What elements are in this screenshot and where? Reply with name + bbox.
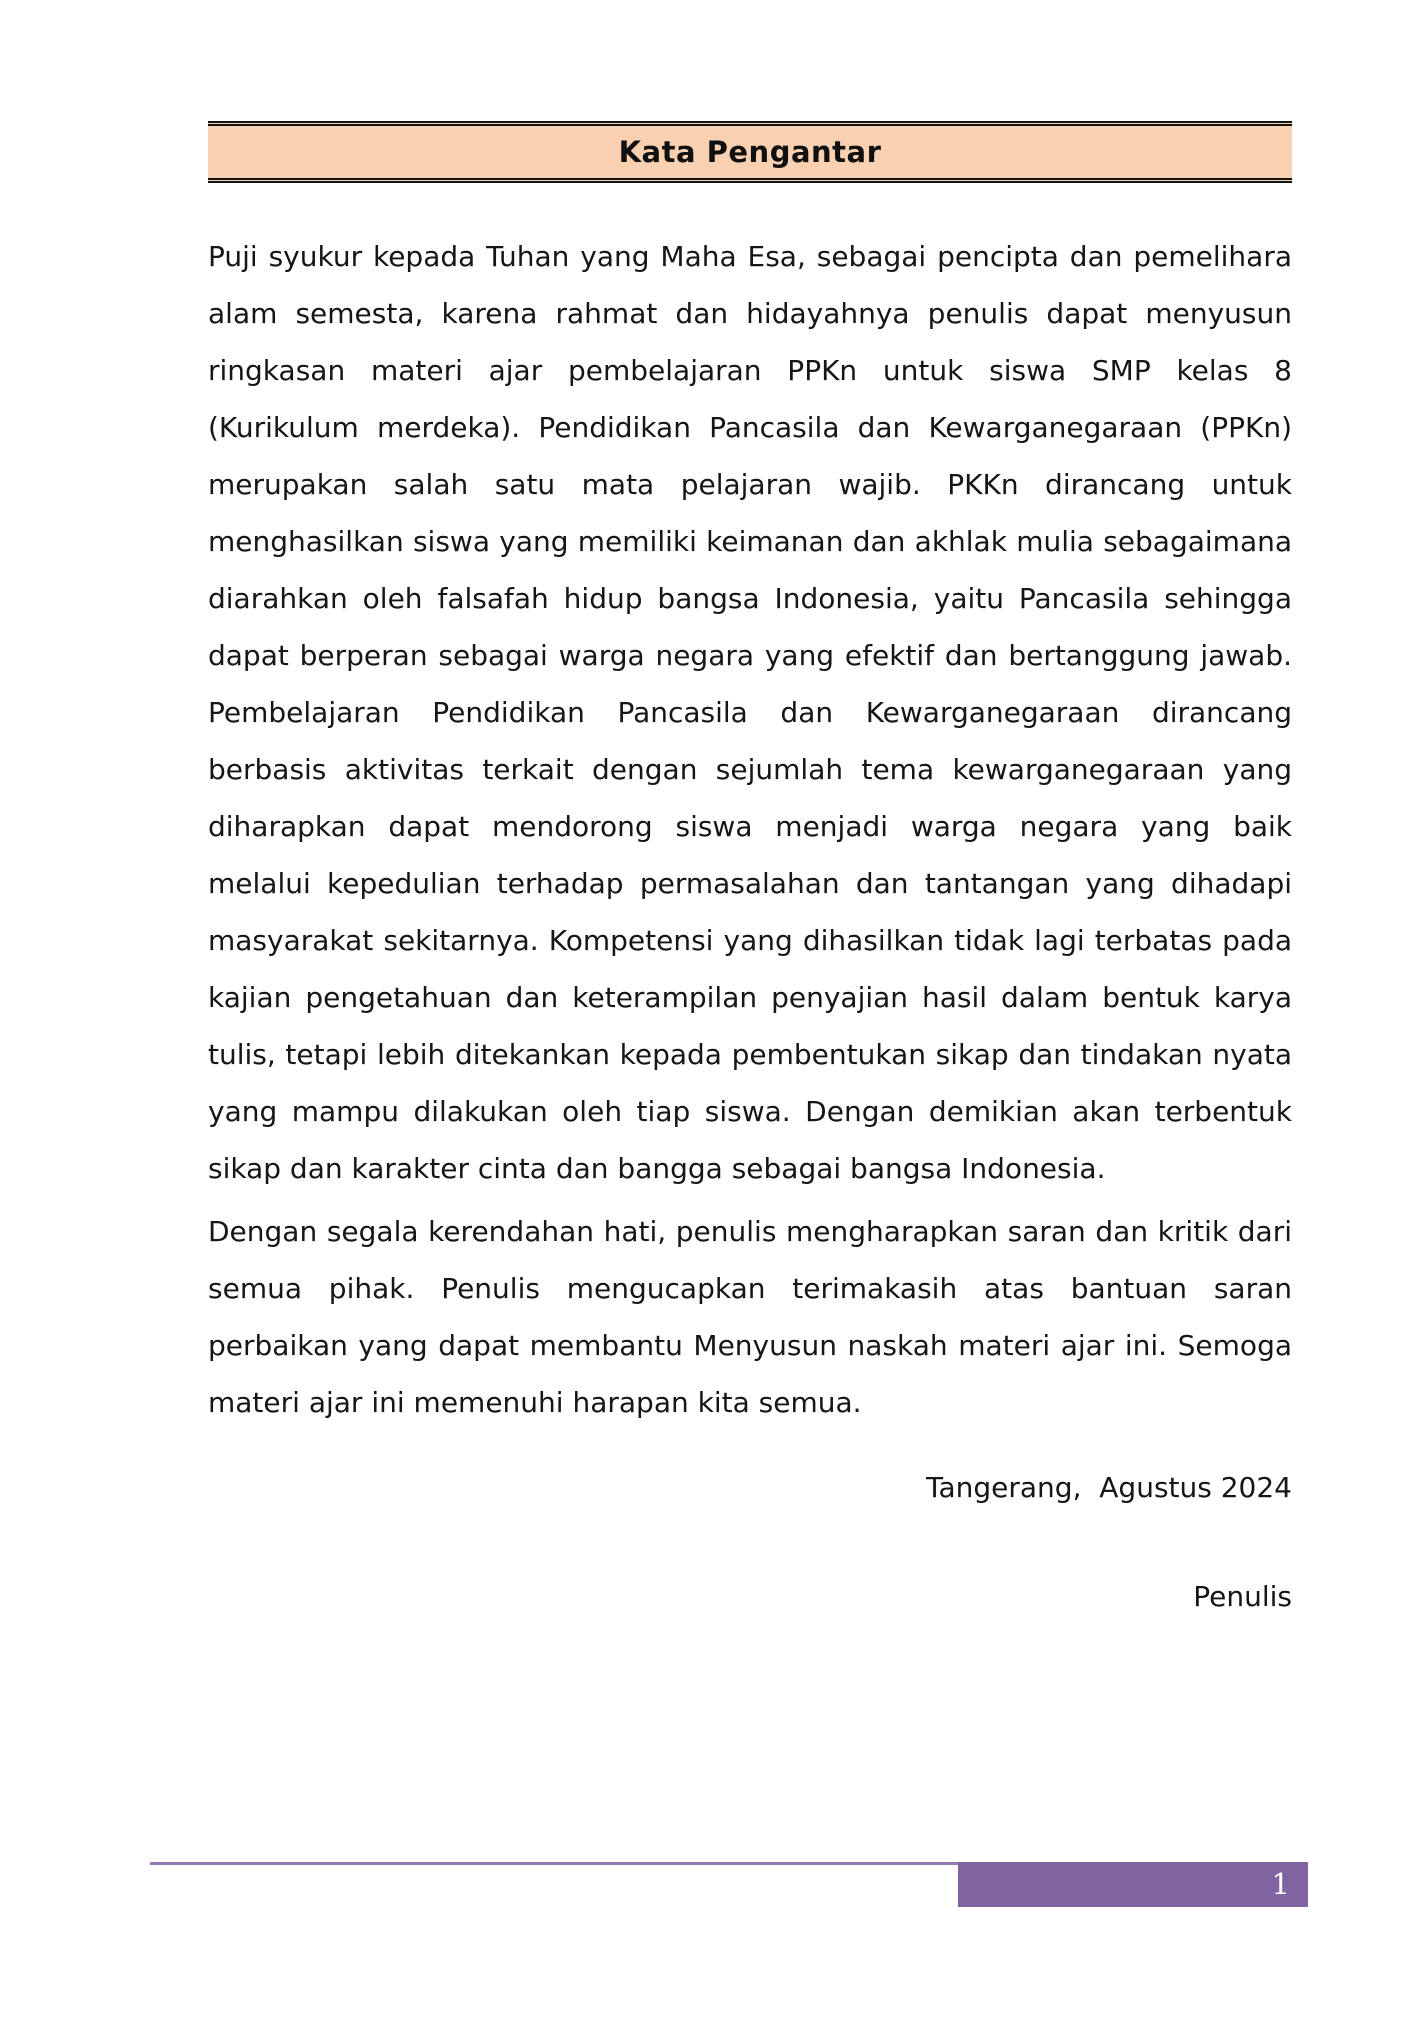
page-number-box (958, 1862, 1308, 1907)
page-title: Kata Pengantar (618, 135, 882, 169)
page-number: 1 (1271, 1867, 1290, 1901)
footer-rule (150, 1862, 960, 1865)
preface-paragraph-1: Puji syukur kepada Tuhan yang Maha Esa, sebagai pencipta dan pemelihara alam semesta, karena rahmat dan hidayahnya penulis dapat menyusun ringkasan materi ajar pembelajaran PPKn untuk siswa SMP kelas 8 (Kurikulum merdeka). Pendidikan Pancasila dan Kewarganegaraan (PPKn) merupakan salah satu mata pelajaran wajib. PKKn dirancang untuk menghasilkan siswa yang memiliki keimanan dan akhlak mulia sebagaimana diarahkan oleh falsafah hidup bangsa Indonesia, yaitu Pancasila sehingga dapat berperan sebagai warga negara yang efektif dan bertanggung jawab. Pembelajaran Pendidikan Pancasila dan Kewarganegaraan dirancang berbasis aktivitas terkait dengan sejumlah tema kewarganegaraan yang diharapkan dapat mendorong siswa menjadi warga negara yang baik melalui kepedulian terhadap permasalahan dan tantangan yang dihadapi masyarakat sekitarnya. Kompetensi yang dihasilkan tidak lagi terbatas pada kajian pengetahuan dan keterampilan penyajian hasil dalam bentuk karya tulis, tetapi lebih ditekankan kepada pembentukan sikap dan tindakan nyata yang mampu dilakukan oleh tiap siswa. Dengan demikian akan terbentuk sikap dan karakter cinta dan bangga sebagai bangsa Indonesia. (208, 240, 1292, 1185)
signature-line: Penulis (1193, 1580, 1292, 1613)
preface-paragraph-2: Dengan segala kerendahan hati, penulis mengharapkan saran dan kritik dari semua pihak. Penulis mengucapkan terimakasih atas bantuan saran perbaikan yang dapat membantu Menyusun naskah materi ajar ini. Semoga materi ajar ini memenuhi harapan kita semua. (208, 1215, 1292, 1419)
section-title-banner (208, 121, 1292, 183)
date-line: Tangerang, Agustus 2024 (926, 1471, 1292, 1504)
preface-content (208, 228, 1292, 1625)
